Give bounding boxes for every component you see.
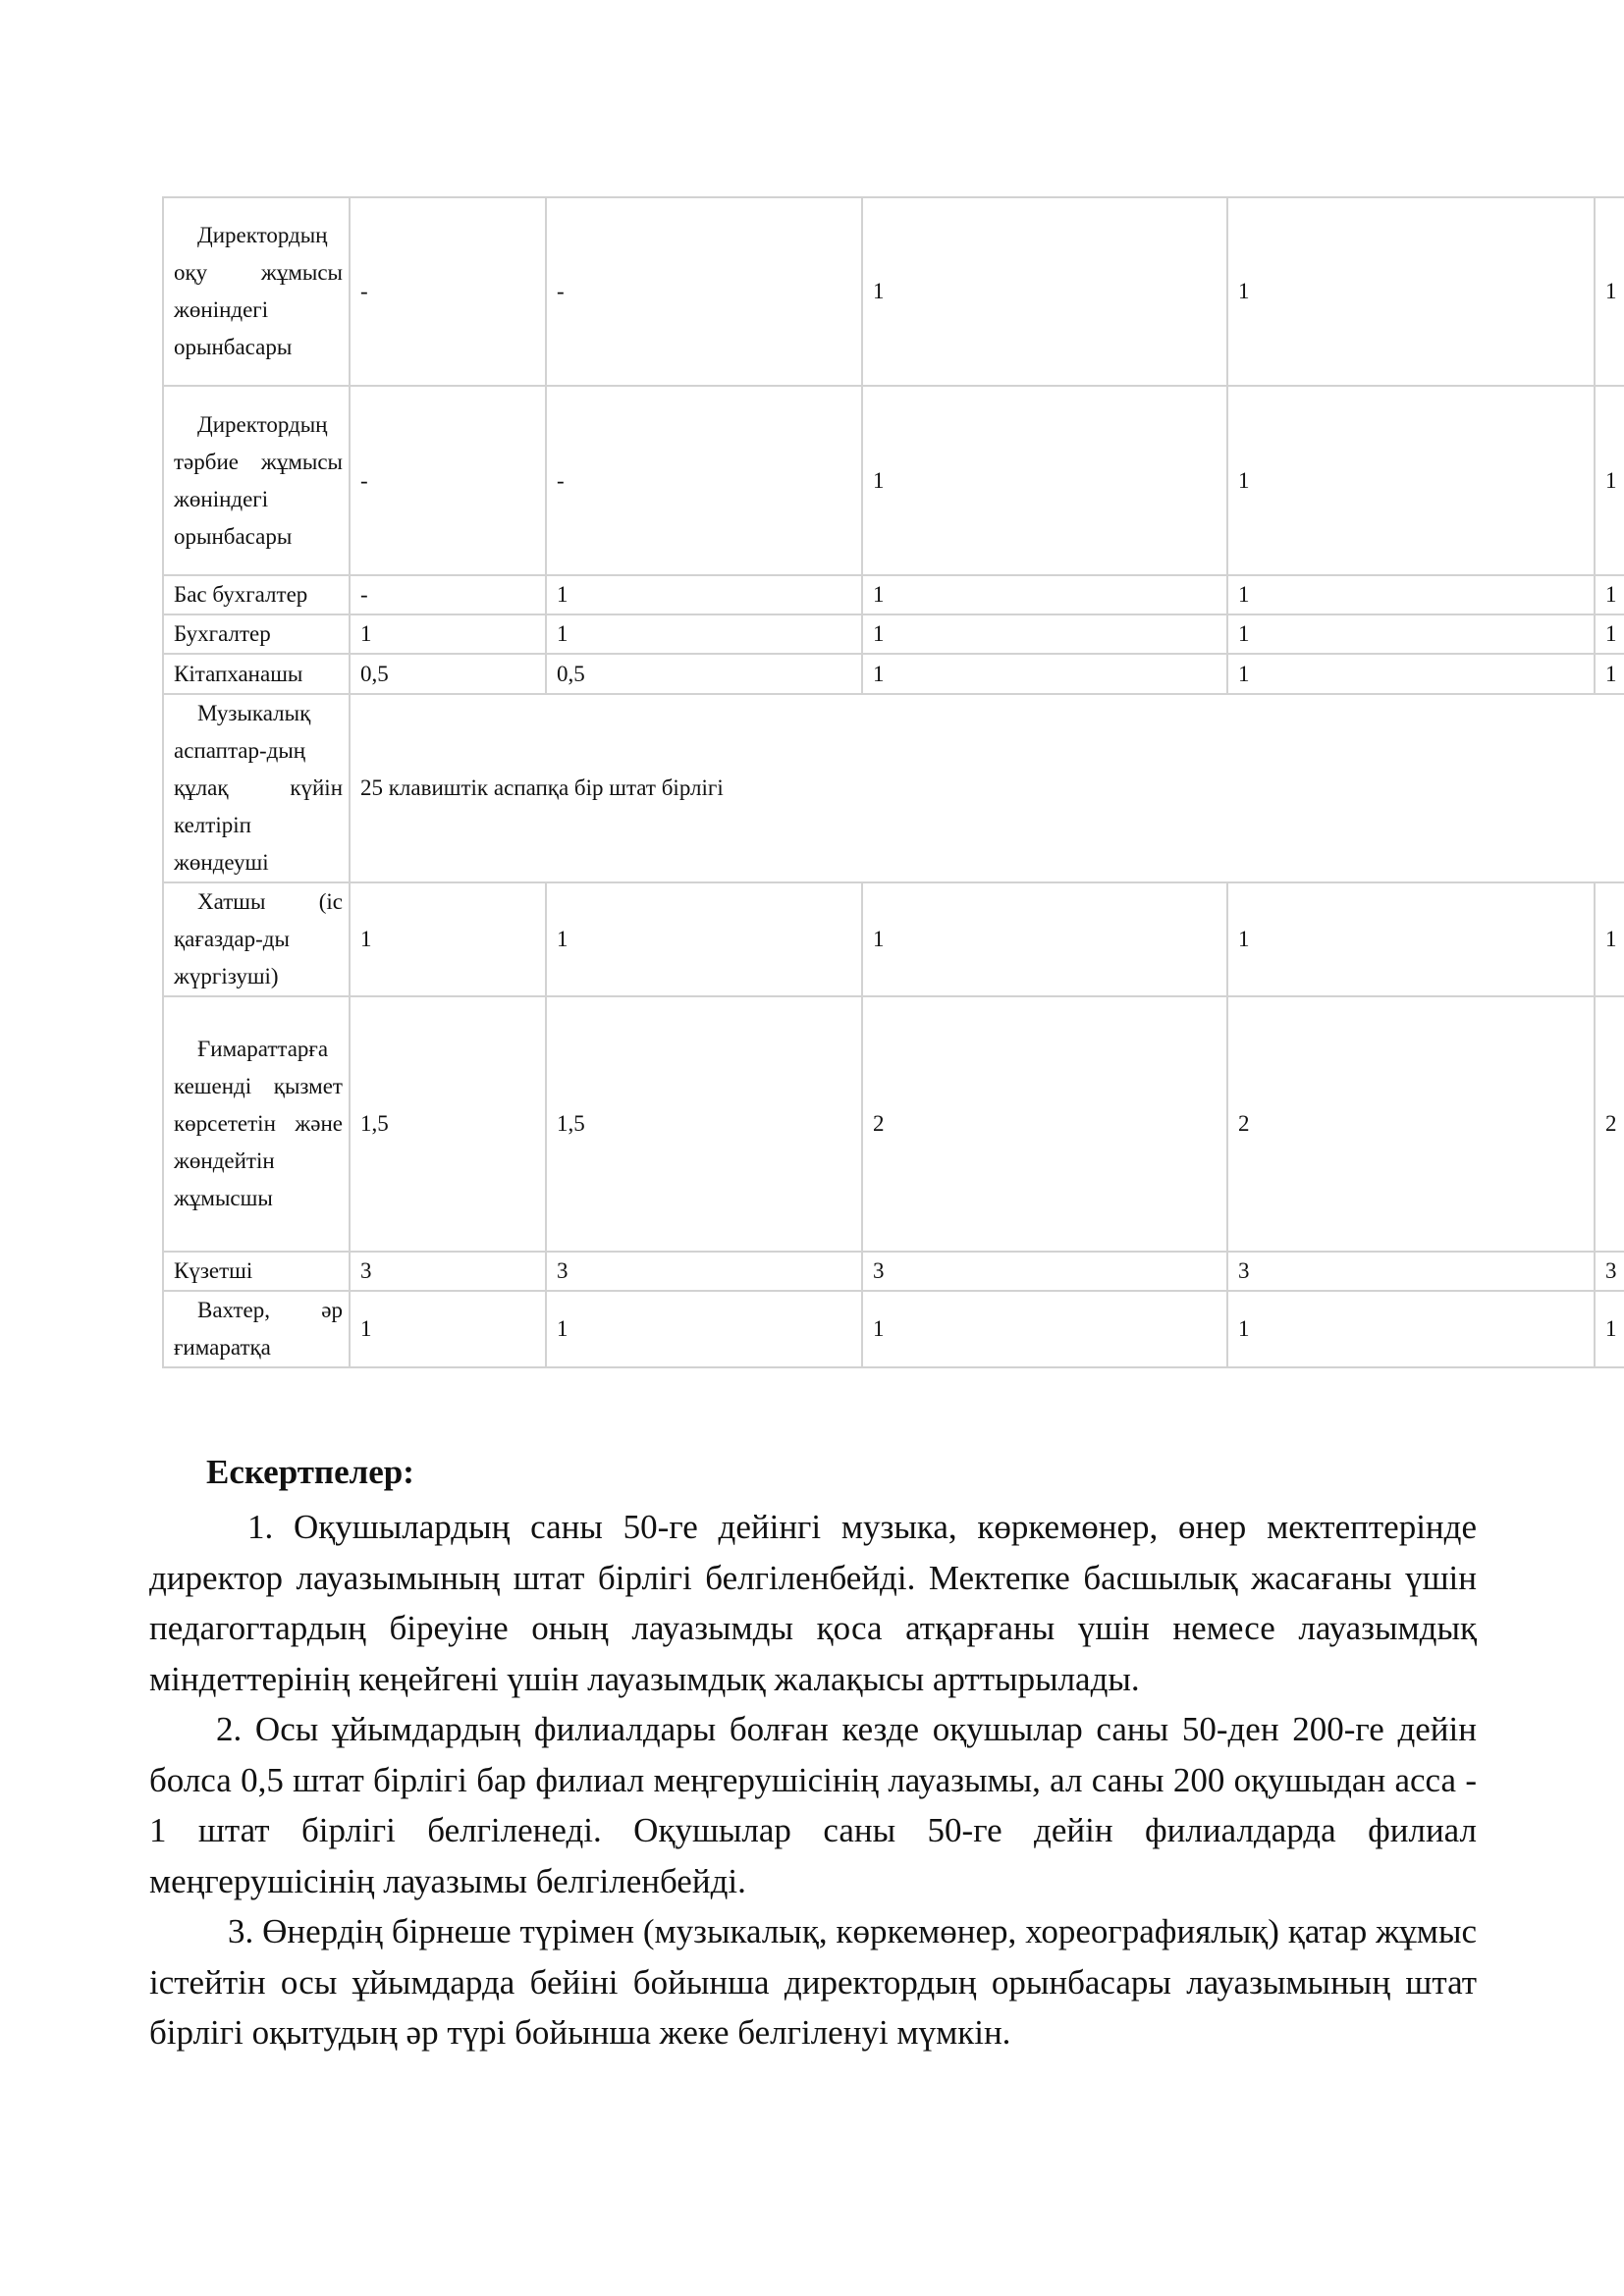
table-cell: 1 [1595, 882, 1624, 996]
row-label: Вахтер, әр ғимаратқа [163, 1291, 350, 1367]
table-cell: 1 [1595, 614, 1624, 654]
table-cell: 3 [862, 1252, 1227, 1291]
table-row [163, 386, 1624, 575]
table-cell: 1 [1227, 575, 1595, 614]
table-cell: 1 [1595, 575, 1624, 614]
table-cell: 1 [1595, 386, 1624, 575]
table-cell: - [546, 386, 862, 575]
table-row [163, 575, 1624, 614]
row-label: Бухгалтер [163, 614, 350, 654]
table-cell: 2 [1595, 996, 1624, 1252]
table-cell: 2 [862, 996, 1227, 1252]
table-cell: 1 [1227, 654, 1595, 694]
table-cell: 1 [862, 882, 1227, 996]
table-row [163, 614, 1624, 654]
row-label: Директордың оқу жұмысы жөніндегі орынбасары [163, 197, 350, 386]
notes-heading: Ескертпелер: [206, 1453, 414, 1491]
table-cell: 1 [862, 386, 1227, 575]
notes-section [149, 1443, 1477, 2058]
table-cell: 1 [862, 654, 1227, 694]
table-cell: 3 [1595, 1252, 1624, 1291]
table-cell: 1 [862, 575, 1227, 614]
table-cell: 0,5 [546, 654, 862, 694]
table-cell: 1 [350, 882, 546, 996]
table-cell: 3 [1227, 1252, 1595, 1291]
table-row [163, 996, 1624, 1252]
row-label: Директордың тәрбие жұмысы жөніндегі орынбасары [163, 386, 350, 575]
staff-units-table [162, 196, 1624, 1368]
table-cell: 1 [1227, 1291, 1595, 1367]
table-cell: 1 [862, 1291, 1227, 1367]
table-row [163, 882, 1624, 996]
note-item: 2. Осы ұйымдардың филиалдары болған кезде оқушылар саны 50-ден 200-ге дейін болса 0,5 штат бірлігі бар филиал меңгерушісінің лауазымы, ал саны 200 оқушыдан асса - 1 штат бірлігі белгіленеді. Оқушылар саны 50-ге дейін филиалдарда филиал меңгерушісінің лауазымы белгіленбейді. [149, 1710, 1477, 1900]
table-row [163, 654, 1624, 694]
table-cell: 1 [1227, 386, 1595, 575]
table-cell: 0,5 [350, 654, 546, 694]
table-cell: - [350, 386, 546, 575]
table-cell: 1,5 [546, 996, 862, 1252]
row-label: Музыкалық аспаптар-дың құлақ күйін келтіріп жөндеуші [163, 694, 350, 882]
note-item: 1. Оқушылардың саны 50-ге дейінгі музыка, көркемөнер, өнер мектептерінде директор лауазымының штат бірлігі белгіленбейді. Мектепке басшылық жасағаны үшін педагогтардың біреуіне оның лауазымды қоса атқарғаны үшін немесе лауазымдық міндеттерінің кеңейгені үшін лауазымдық жалақысы арттырылады. [149, 1508, 1477, 1698]
table-row [163, 197, 1624, 386]
row-label: Кітапханашы [163, 654, 350, 694]
table-cell: 1 [862, 614, 1227, 654]
table-cell: 1 [546, 882, 862, 996]
table-cell: 1 [546, 614, 862, 654]
table-cell: 1 [862, 197, 1227, 386]
table-row [163, 1291, 1624, 1367]
table-cell: 3 [546, 1252, 862, 1291]
table-cell: 1 [1227, 197, 1595, 386]
table-cell: 1 [1595, 197, 1624, 386]
table-cell: 1 [350, 1291, 546, 1367]
table-cell: 1 [350, 614, 546, 654]
table-cell: 1 [546, 1291, 862, 1367]
table-cell: 1 [546, 575, 862, 614]
row-label: Хатшы (іс қағаздар-ды жүргізуші) [163, 882, 350, 996]
row-label: Бас бухгалтер [163, 575, 350, 614]
table-cell: 1 [1595, 1291, 1624, 1367]
row-label: Күзетші [163, 1252, 350, 1291]
table-row [163, 694, 1624, 882]
staff-table-wrapper [162, 196, 1624, 1368]
merged-cell: 25 клавиштік аспапқа бір штат бірлігі [350, 694, 1624, 882]
table-cell: 3 [350, 1252, 546, 1291]
table-cell: 1 [1595, 654, 1624, 694]
table-cell: 2 [1227, 996, 1595, 1252]
table-cell: - [350, 575, 546, 614]
table-cell: - [350, 197, 546, 386]
table-cell: 1,5 [350, 996, 546, 1252]
table-cell: 1 [1227, 882, 1595, 996]
note-item: 3. Өнердің бірнеше түрімен (музыкалық, көркемөнер, хореографиялық) қатар жұмыс істейтін осы ұйымдарда бейіні бойынша директордың орынбасары лауазымының штат бірлігі оқытудың әр түрі бойынша жеке белгіленуі мүмкін. [149, 1912, 1477, 2052]
table-cell: 1 [1227, 614, 1595, 654]
row-label: Ғимараттарға кешенді қызмет көрсететін және жөндейтін жұмысшы [163, 996, 350, 1252]
table-cell: - [546, 197, 862, 386]
table-row [163, 1252, 1624, 1291]
